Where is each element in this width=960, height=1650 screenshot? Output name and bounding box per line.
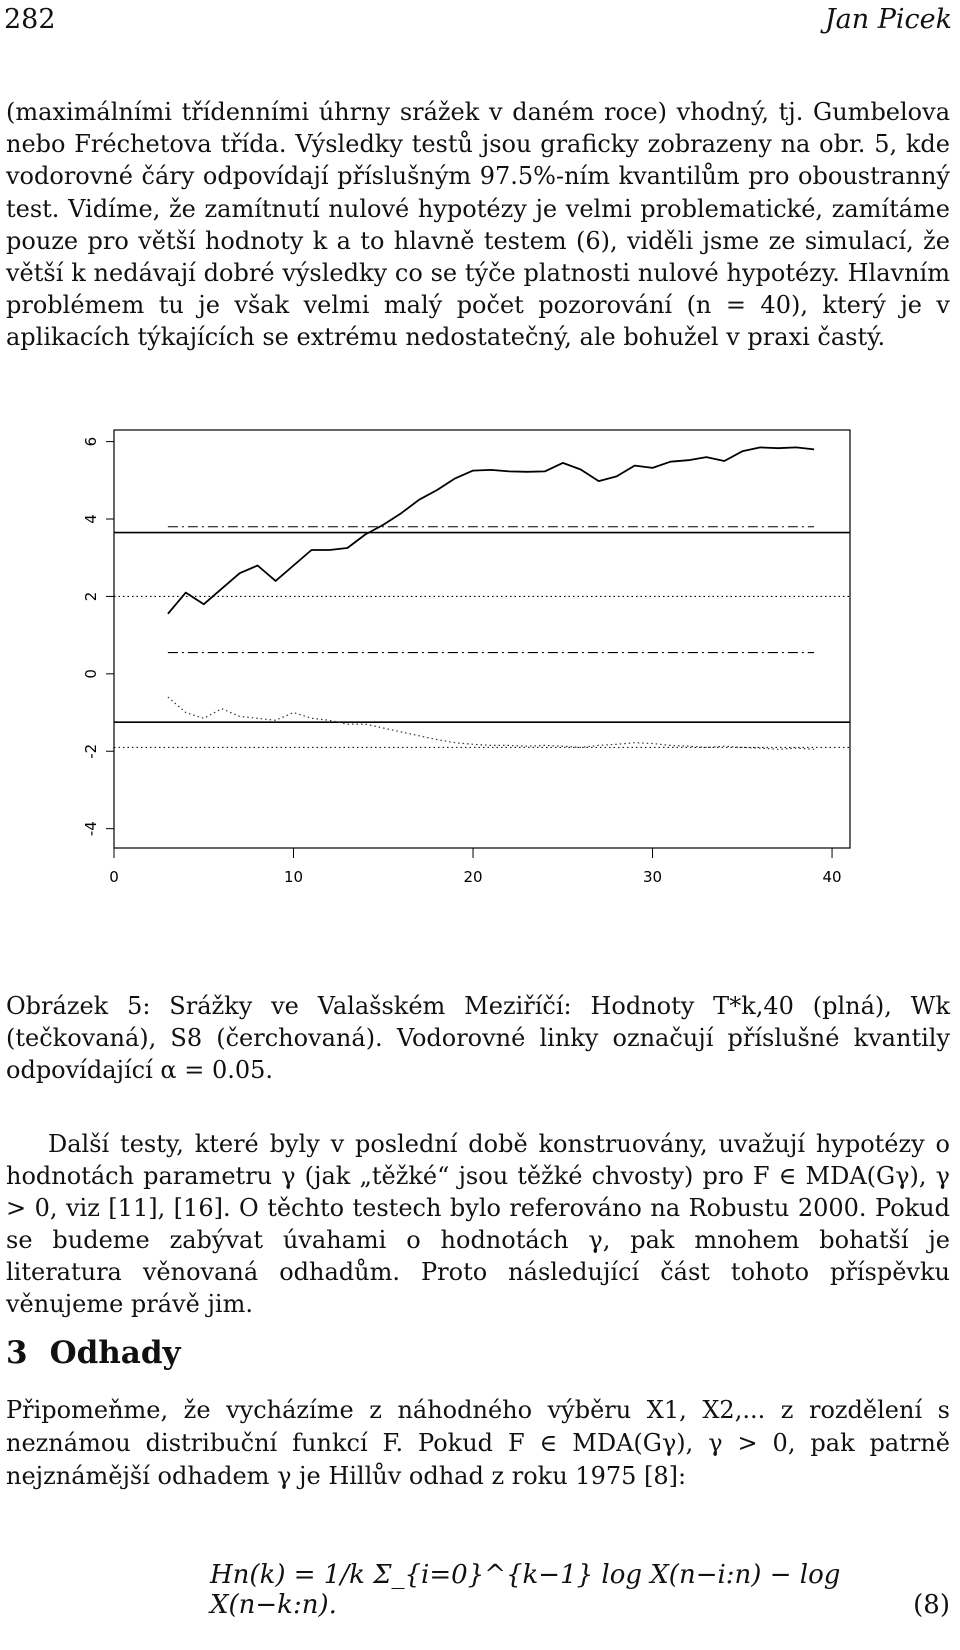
y-tick-label-5: 6 <box>82 436 100 447</box>
page-number: 282 <box>4 4 56 35</box>
section-heading <box>6 1335 181 1371</box>
running-author: Jan Picek <box>824 4 952 35</box>
x-tick-label-2: 20 <box>463 868 483 886</box>
section-number: 3 <box>6 1335 28 1371</box>
paragraph-1: (maximálními třídenními úhrny srážek v daném roce) vhodný, tj. Gumbelova nebo Fréchetova třída. Výsledky testů jsou graficky zobrazeny na obr. 5, kde vodorovné čáry odpovídají příslušným 97.5%-ním kvantilům pro oboustranný test. Vidíme, že zamítnutí nulové hypotézy je velmi problematické, zamítáme pouze pro větší hodnoty k a to hlavně testem (6), viděli jsme ze simulací, že větší k nedávají dobré výsledky co se týče platnosti nulové hypotézy. Hlavním problémem tu je však velmi malý počet pozorování (n = 40), který je v aplikacích týkajících se extrému nedostatečný, ale bohužel v praxi častý. <box>6 98 950 352</box>
y-tick-label-3: 2 <box>82 591 100 602</box>
x-tick-label-0: 0 <box>109 868 119 886</box>
y-tick-label-0: -4 <box>82 821 100 837</box>
paragraph-2: Další testy, které byly v poslední době konstruovány, uvažují hypotézy o hodnotách parametru γ (jak „těžké“ jsou těžké chvosty) pro F ∈ MDA(Gγ), γ > 0, viz [11], [16]. O těchto testech bylo referováno na Robustu 2000. Pokud se budeme zabývat úvahami o hodnotách γ, pak mnohem bohatší je literatura věnovaná odhadům. Proto následující část tohoto příspěvku věnujeme právě jim. <box>6 1130 950 1318</box>
y-tick-label-4: 4 <box>82 514 100 524</box>
plot-frame <box>114 430 850 848</box>
figure-5-chart <box>70 428 870 898</box>
x-tick-label-4: 40 <box>822 868 842 886</box>
y-tick-label-2: 0 <box>82 669 100 679</box>
section-title: Odhady <box>49 1335 181 1371</box>
figure-caption: Obrázek 5: Srážky ve Valašském Meziříčí: Hodnoty T*k,40 (plná), Wk (tečkovaná), S8 (čerchovaná). Vodorovné linky označují příslušné kvantily odpovídající α = 0.05. <box>6 992 950 1084</box>
paragraph-3: Připomeňme, že vycházíme z náhodného výběru X1, X2,... z rozdělení s neznámou distribuční funkcí F. Pokud F ∈ MDA(Gγ), γ > 0, pak patrně nejznámější odhadem γ je Hillův odhad z roku 1975 [8]: <box>6 1396 950 1490</box>
equation-number: (8) <box>913 1590 950 1620</box>
series-line-0 <box>168 447 814 613</box>
x-tick-label-3: 30 <box>642 868 663 886</box>
series-line-1 <box>168 697 814 749</box>
x-tick-label-1: 10 <box>283 868 304 886</box>
hill-estimator-equation: Hn(k) = 1/k Σ_{i=0}^{k−1} log X(n−i:n) − log X(n−k:n). <box>210 1560 841 1620</box>
y-tick-label-1: -2 <box>82 743 100 759</box>
